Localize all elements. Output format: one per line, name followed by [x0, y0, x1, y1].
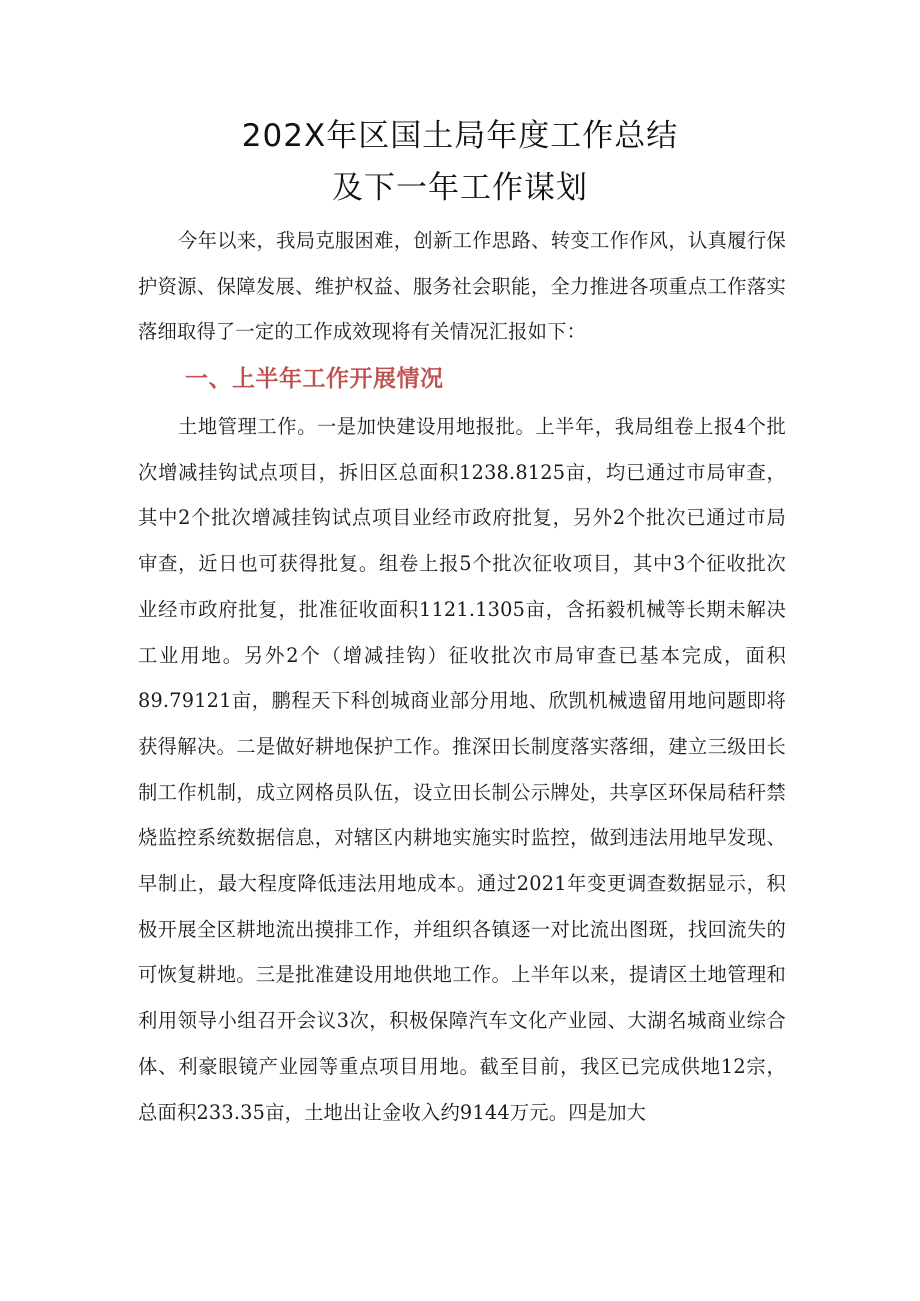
body-paragraph: 土地管理工作。一是加快建设用地报批。上半年，我局组卷上报4个批次增减挂钩试点项目，拆旧区总面积1238.8125亩，均已通过市局审查，其中2个批次增减挂钩试点项目业经市政府批复，另外2个批次已通过市局审查，近日也可获得批复。组卷上报5个批次征收项目，其中3个征收批次业经市政府批复，批准征收面积1121.1305亩，含拓毅机械等长期未解决工业用地。另外2个（增减挂钩）征收批次市局审查已基本完成，面积89.79121亩，鹏程天下科创城商业部分用地、欣凯机械遗留用地问题即将获得解决。二是做好耕地保护工作。推深田长制度落实落细，建立三级田长制工作机制，成立网格员队伍，设立田长制公示牌处，共享区环保局秸秆禁烧监控系统数据信息，对辖区内耕地实施实时监控，做到违法用地早发现、早制止，最大程度降低违法用地成本。通过2021年变更调查数据显示，积极开展全区耕地流出摸排工作，并组织各镇逐一对比流出图斑，找回流失的可恢复耕地。三是批准建设用地供地工作。上半年以来，提请区土地管理和利用领导小组召开会议3次，积极保障汽车文化产业园、大湖名城商业综合体、利豪眼镜产业园等重点项目用地。截至目前，我区已完成供地12宗，总面积233.35亩，土地出让金收入约9144万元。四是加大	[138, 415, 786, 1124]
section-heading: 一、上半年工作开展情况	[185, 366, 444, 392]
document-title-line-1: 202X年区国土局年度工作总结	[241, 118, 679, 154]
intro-paragraph: 今年以来，我局克服困难，创新工作思路、转变工作作风，认真履行保护资源、保障发展、维护权益、服务社会职能，全力推进各项重点工作落实落细取得了一定的工作成效现将有关情况汇报如下：	[138, 229, 786, 344]
document-title-line-2: 及下一年工作谋划	[332, 170, 588, 206]
